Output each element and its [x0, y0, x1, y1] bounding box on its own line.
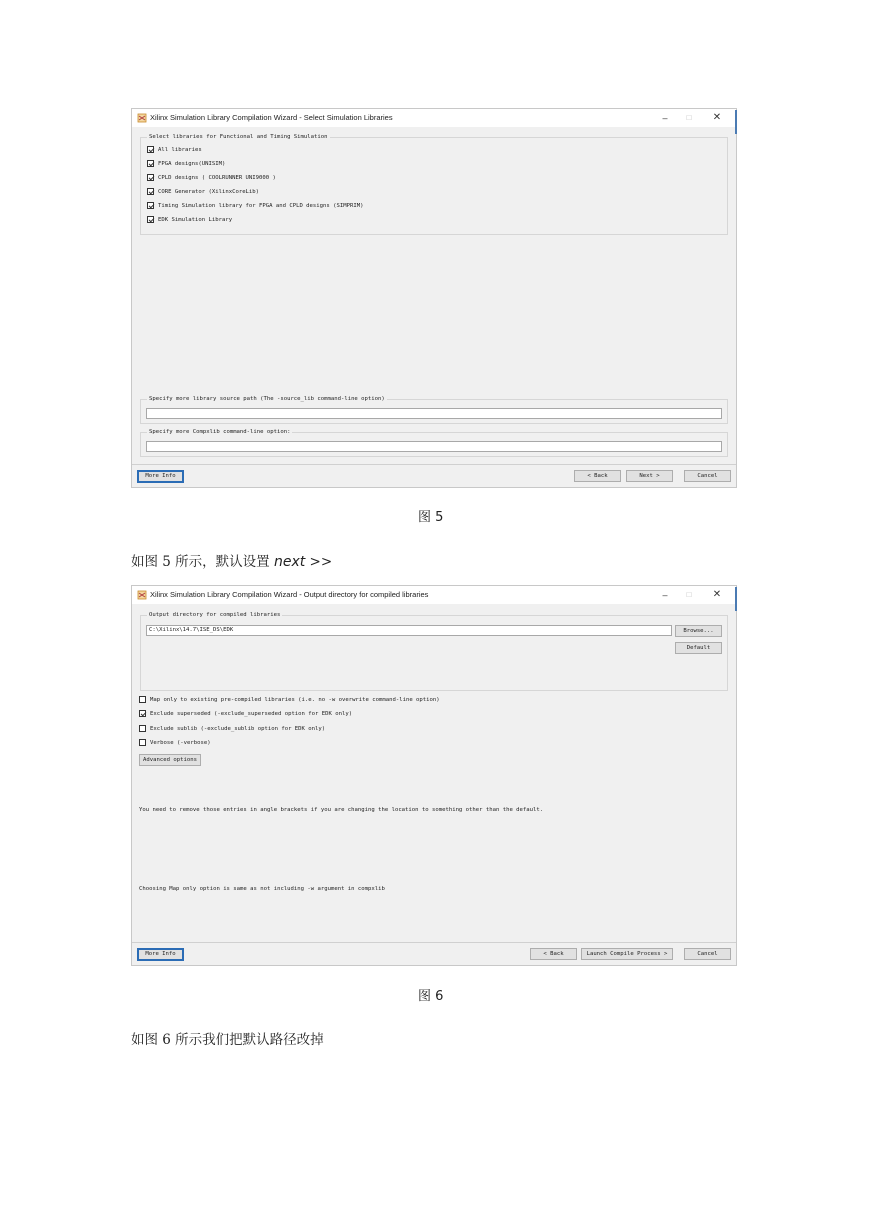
window-title-bar [132, 586, 736, 604]
xilinx-app-icon [137, 113, 147, 123]
close-icon[interactable]: ✕ [712, 112, 722, 123]
checkbox-icon[interactable] [147, 160, 154, 167]
checkbox-exclude-superseded[interactable] [139, 710, 352, 717]
checkbox-label: Map only to existing pre-compiled libraries (i.e. no -w overwrite command-line option) [150, 696, 440, 703]
window-title: Xilinx Simulation Library Compilation Wizard - Output directory for compiled libraries [150, 590, 429, 599]
checkbox-label: Verbose (-verbose) [150, 739, 211, 746]
advanced-options-button[interactable]: Advanced options [139, 754, 201, 766]
more-info-button[interactable]: More Info [137, 470, 184, 483]
back-button[interactable]: < Back [574, 470, 621, 482]
checkbox-label: EDK Simulation Library [158, 216, 233, 223]
checkbox-map-only[interactable] [139, 696, 440, 703]
compxlib-option-group [140, 429, 728, 457]
window-title-bar [132, 109, 736, 127]
maximize-icon[interactable]: □ [686, 113, 692, 122]
wizard-window-output-directory [131, 585, 737, 966]
compxlib-option-input[interactable] [146, 441, 722, 452]
default-button[interactable]: Default [675, 642, 722, 654]
checkbox-icon[interactable] [147, 174, 154, 181]
launch-compile-button[interactable]: Launch Compile Process > [581, 948, 673, 960]
source-path-group [140, 396, 728, 424]
more-info-button[interactable]: More Info [137, 948, 184, 961]
checkbox-icon[interactable] [147, 216, 154, 223]
cancel-button[interactable]: Cancel [684, 948, 731, 960]
checkbox-icon[interactable] [139, 696, 146, 703]
output-directory-group [140, 612, 728, 691]
source-path-label: Specify more library source path (The -source_lib command-line option) [149, 396, 385, 402]
window-title: Xilinx Simulation Library Compilation Wizard - Select Simulation Libraries [150, 113, 393, 122]
output-directory-input[interactable]: C:\Xilinx\14.7\ISE_DS\EDK [146, 625, 672, 636]
checkbox-icon[interactable] [147, 188, 154, 195]
group-label: Output directory for compiled libraries [149, 612, 281, 618]
back-button[interactable]: < Back [530, 948, 577, 960]
minimize-icon[interactable]: – [662, 113, 668, 123]
maximize-icon[interactable]: □ [686, 590, 692, 599]
checkbox-icon[interactable] [147, 146, 154, 153]
group-label: Select libraries for Functional and Timing Simulation [149, 134, 328, 140]
figure-caption-5: 图 5 [418, 510, 444, 525]
checkbox-label: Exclude sublib (-exclude_sublib option for EDK only) [150, 725, 326, 732]
paragraph-figure-5 [131, 550, 332, 570]
next-button[interactable]: Next > [626, 470, 673, 482]
checkbox-core-generator[interactable] [147, 188, 259, 195]
figure-caption-6: 图 6 [418, 989, 444, 1004]
note-angle-brackets: You need to remove those entries in angle brackets if you are changing the location to something other than the default. [139, 807, 544, 813]
close-icon[interactable]: ✕ [712, 589, 722, 600]
checkbox-edk-simulation[interactable] [147, 216, 232, 223]
checkbox-label: Timing Simulation library for FPGA and CPLD designs (SIMPRIM) [158, 202, 364, 209]
paragraph-text-suffix: >> [305, 554, 333, 570]
checkbox-icon[interactable] [139, 739, 146, 746]
checkbox-icon[interactable] [139, 725, 146, 732]
checkbox-icon[interactable] [139, 710, 146, 717]
footer-divider [132, 942, 736, 943]
checkbox-fpga-designs[interactable] [147, 160, 225, 167]
checkbox-verbose[interactable] [139, 739, 211, 746]
paragraph-figure-6: 如图 6 所示我们把默认路径改掉 [131, 1032, 324, 1048]
minimize-icon[interactable]: – [662, 590, 668, 600]
checkbox-cpld-designs[interactable] [147, 174, 276, 181]
note-map-only: Choosing Map only option is same as not including -w argument in compxlib [139, 886, 385, 892]
checkbox-label: CORE Generator (XilinxCoreLib) [158, 188, 260, 195]
checkbox-icon[interactable] [147, 202, 154, 209]
checkbox-label: FPGA designs(UNISIM) [158, 160, 226, 167]
window-edge-accent [735, 587, 737, 611]
checkbox-exclude-sublib[interactable] [139, 725, 325, 732]
checkbox-all-libraries[interactable] [147, 146, 202, 153]
source-path-input[interactable] [146, 408, 722, 419]
compxlib-option-label: Specify more Compxlib command-line option: [149, 429, 291, 435]
window-edge-accent [735, 110, 737, 134]
checkbox-label: CPLD designs ( COOLRUNNER UNI9000 ) [158, 174, 276, 181]
paragraph-emphasis: next [273, 554, 306, 570]
footer-divider [132, 464, 736, 465]
paragraph-text: 如图 5 所示，默认设置 [131, 554, 274, 570]
cancel-button[interactable]: Cancel [684, 470, 731, 482]
library-selection-group [140, 134, 728, 235]
xilinx-app-icon [137, 590, 147, 600]
browse-button[interactable]: Browse... [675, 625, 722, 637]
checkbox-label: All libraries [158, 146, 202, 153]
checkbox-label: Exclude superseded (-exclude_superseded option for EDK only) [150, 710, 353, 717]
wizard-window-select-libraries [131, 108, 737, 488]
checkbox-timing-simulation[interactable] [147, 202, 363, 209]
